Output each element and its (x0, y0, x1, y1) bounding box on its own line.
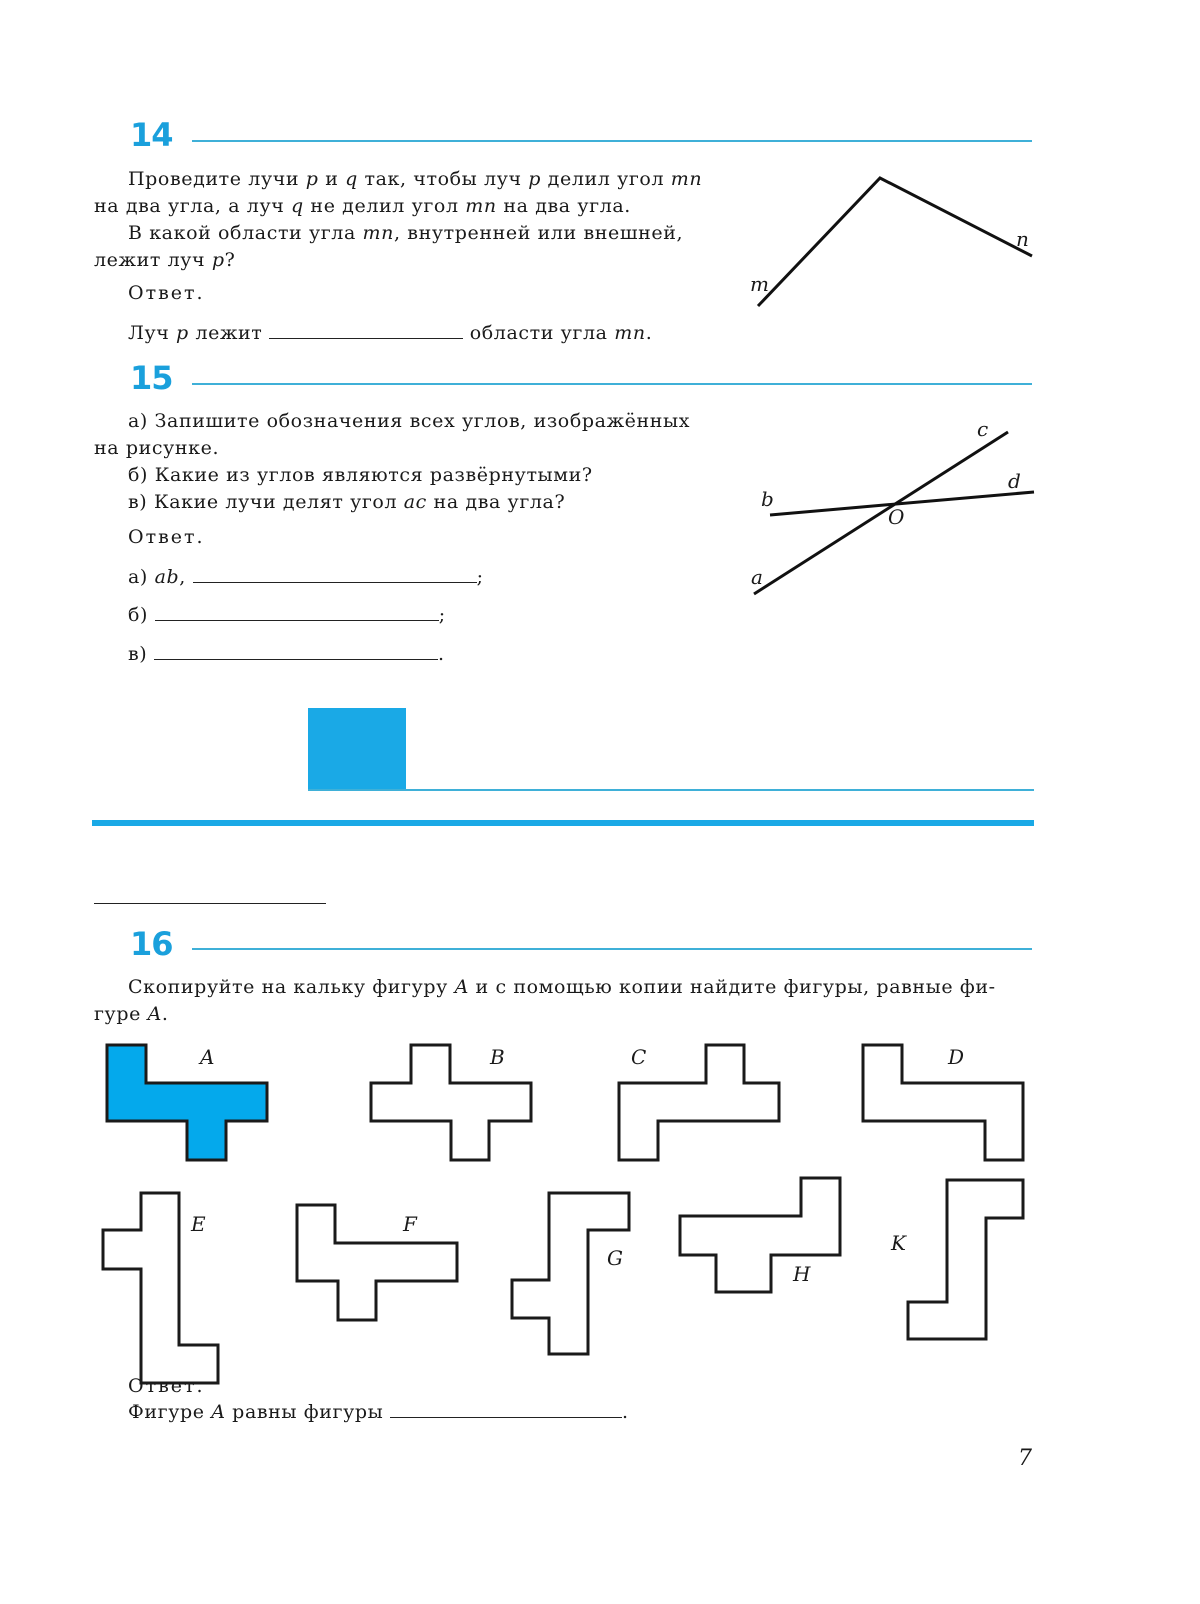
figure-D (863, 1045, 1023, 1160)
task-number-15: 15 (130, 359, 173, 397)
task-15-answer-c: в) . (128, 643, 445, 665)
figure-H (680, 1178, 840, 1292)
label-n: n (1016, 227, 1029, 251)
figure-label-D: D (948, 1045, 965, 1069)
figure-label-C: C (631, 1045, 647, 1069)
task-number-14: 14 (130, 116, 173, 154)
figure-A (107, 1045, 267, 1160)
task-14-answer-line: Луч p лежит области угла mn. (128, 322, 653, 344)
label-b: b (761, 487, 774, 511)
page-number: 7 (1018, 1446, 1032, 1471)
figure-G (512, 1193, 629, 1354)
task-15-answer-label: Ответ. (128, 526, 205, 548)
answer-blank-16[interactable] (390, 1399, 622, 1418)
task-15-answer-b: б) ; (128, 604, 446, 626)
task-16-answer-line: Фигуре A равны фигуры . (128, 1401, 629, 1423)
figure-label-E: E (191, 1212, 206, 1236)
label-m: m (750, 272, 769, 296)
figure-F (297, 1205, 457, 1320)
figure-label-B: B (490, 1045, 505, 1069)
figure-K (908, 1180, 1023, 1339)
figure-label-F: F (403, 1212, 417, 1236)
task-16-text: Скопируйте на кальку фигуру A и с помощью копии найдите фигуры, равные фи- гуре A. (94, 976, 996, 1025)
label-d: d (1008, 469, 1021, 493)
label-O: O (888, 505, 905, 529)
task-15-text: а) Запишите обозначения всех углов, изображённых на рисунке. б) Какие из углов являются развёрнутыми? в) Какие лучи делят угол ac на два угла? (94, 410, 691, 513)
figure-label-A: A (200, 1045, 215, 1069)
label-a: a (751, 565, 763, 589)
task-16-answer-label: Ответ. (128, 1375, 205, 1397)
task-14-text: Проведите лучи p и q так, чтобы луч p делил угол mn на два угла, а луч q не делил угол mn на два угла. В какой области угла mn, внутренней или внешней, лежит луч p? (94, 168, 703, 271)
label-c: c (977, 417, 989, 441)
task-number-16: 16 (130, 925, 173, 963)
figure-label-K: K (891, 1231, 906, 1255)
figure-B (371, 1045, 531, 1160)
figure-label-H: H (793, 1262, 811, 1286)
task-14-answer-label: Ответ. (128, 282, 205, 304)
figure-label-G: G (607, 1246, 623, 1270)
task-15-answer-a: а) ab, ; (128, 566, 484, 588)
